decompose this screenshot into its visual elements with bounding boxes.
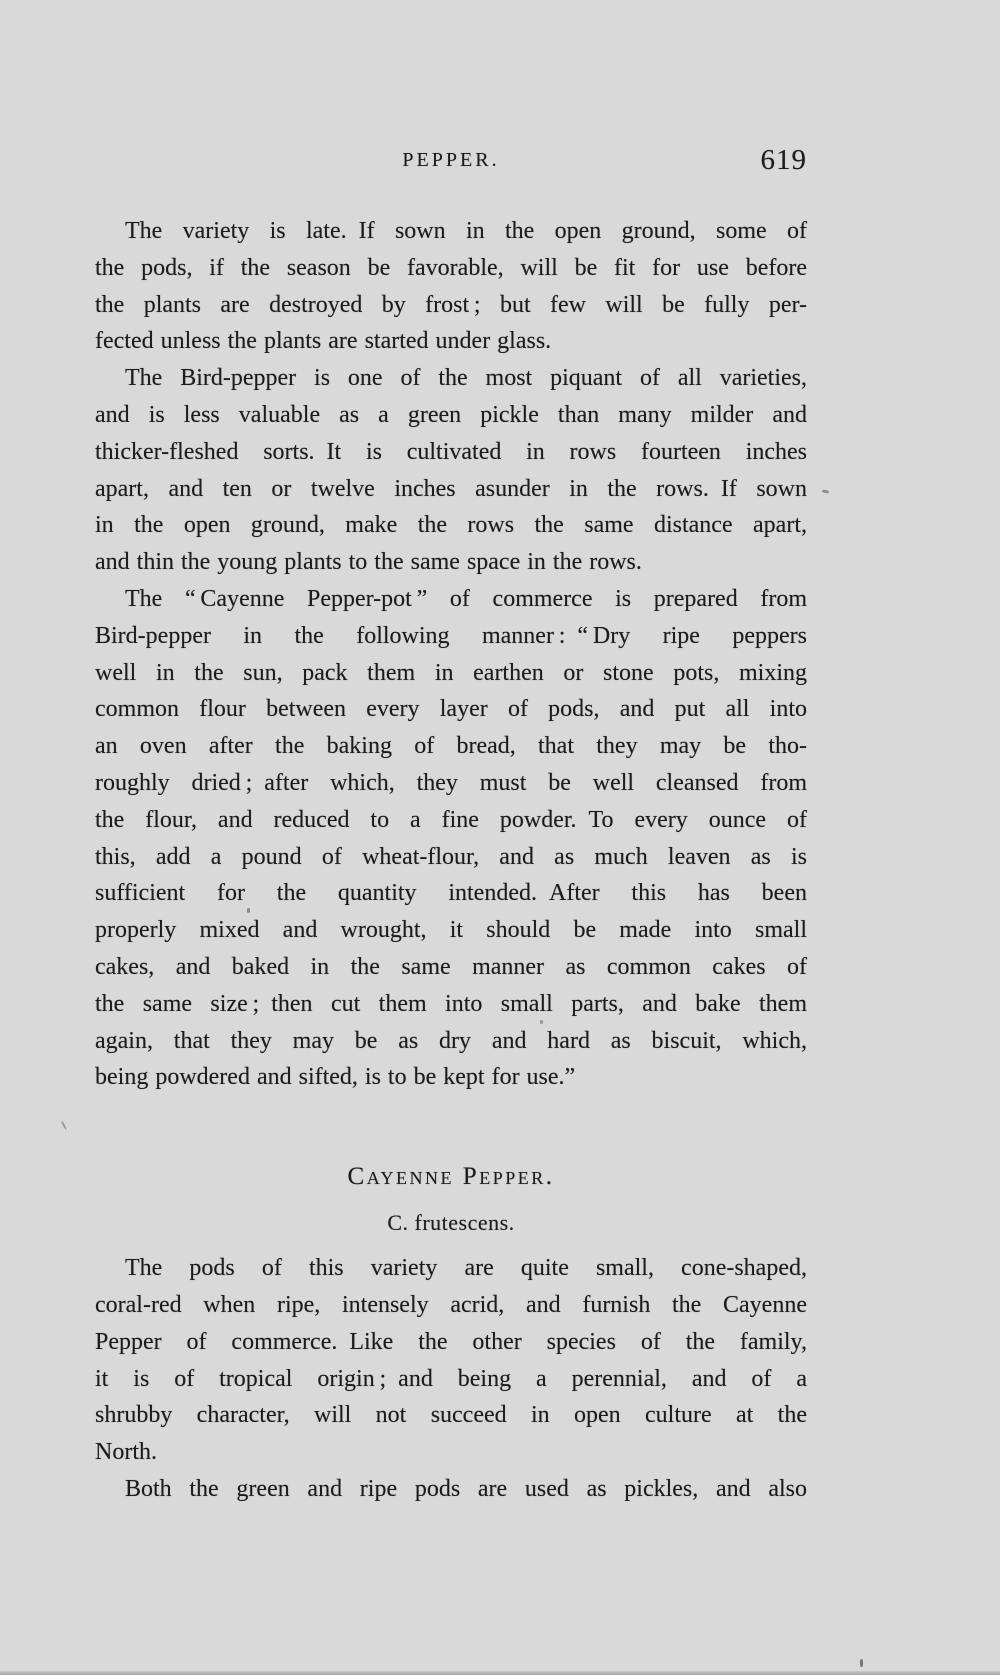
text-line: Both the green and ripe pods are used as pickles, and also <box>125 1475 807 1502</box>
scan-artifact <box>61 1121 67 1130</box>
text-line: the flour, and reduced to a fine powder. To every ounce of <box>95 806 807 833</box>
text-line: common flour between every layer of pods, and put all into <box>95 696 807 723</box>
text-line: in the open ground, make the rows the same distance apart, <box>95 512 807 539</box>
text-line: apart, and ten or twelve inches asunder in the rows. If sown <box>95 475 807 502</box>
text-line: The variety is late. If sown in the open ground, some of <box>125 218 807 244</box>
text-line: and thin the young plants to the same space in the rows. <box>95 549 642 576</box>
scan-artifact <box>822 489 829 493</box>
text-line: thicker-fleshed sorts. It is cultivated in rows fourteen inches <box>95 438 807 465</box>
text-line: North. <box>95 1439 157 1466</box>
page-number: 619 <box>760 144 807 176</box>
text-line: fected unless the plants are started under glass. <box>95 328 552 355</box>
running-title: PEPPER. <box>402 149 500 171</box>
text-line: sufficient for the quantity intended. After this has been <box>95 880 807 907</box>
scan-artifact <box>540 1020 543 1024</box>
paragraph <box>95 1471 807 1508</box>
text-line: Pepper of commerce. Like the other species of the family, <box>95 1328 807 1355</box>
text-line: Bird-pepper in the following manner : “ Dry ripe peppers <box>95 622 807 649</box>
text-line: the same size ; then cut them into small parts, and bake them <box>95 990 807 1017</box>
page-header <box>95 140 807 180</box>
page-bottom-edge <box>0 1671 1000 1675</box>
text-line: the plants are destroyed by frost ; but few will be fully per- <box>95 291 807 318</box>
text-line: and is less valuable as a green pickle than many milder and <box>95 401 807 428</box>
text-line: The pods of this variety are quite small, cone-shaped, <box>125 1255 807 1282</box>
text-line: well in the sun, pack them in earthen or stone pots, mixing <box>95 659 807 686</box>
paragraph <box>95 1250 807 1471</box>
text-line: The Bird-pepper is one of the most piquant of all varieties, <box>125 365 807 392</box>
text-line: the pods, if the season be favorable, will be fit for use before <box>95 254 807 281</box>
text-line: again, that they may be as dry and hard as biscuit, which, <box>95 1027 807 1054</box>
paragraph <box>95 581 807 1096</box>
paragraph <box>95 360 807 581</box>
scan-artifact <box>247 908 250 913</box>
text-line: The “ Cayenne Pepper-pot ” of commerce is prepared from <box>125 585 807 612</box>
text-line: an oven after the baking of bread, that they may be tho- <box>95 733 807 760</box>
section-heading: Cayenne Pepper. <box>347 1163 555 1191</box>
text-line: cakes, and baked in the same manner as common cakes of <box>95 953 807 980</box>
section-subheading: C. frutescens. <box>387 1210 515 1236</box>
text-line: properly mixed and wrought, it should be made into small <box>95 917 807 944</box>
page-body <box>95 213 807 1508</box>
text-line: it is of tropical origin ; and being a perennial, and of a <box>95 1365 807 1392</box>
text-line: coral-red when ripe, intensely acrid, and furnish the Cayenne <box>95 1291 807 1318</box>
text-line: shrubby character, will not succeed in open culture at the <box>95 1402 807 1429</box>
text-line: roughly dried ; after which, they must be well cleansed from <box>95 769 807 796</box>
paragraph <box>95 213 807 360</box>
text-line: being powdered and sifted, is to be kept for use.” <box>95 1064 576 1091</box>
text-line: this, add a pound of wheat-flour, and as much leaven as is <box>95 843 807 870</box>
scan-artifact <box>860 1659 863 1667</box>
